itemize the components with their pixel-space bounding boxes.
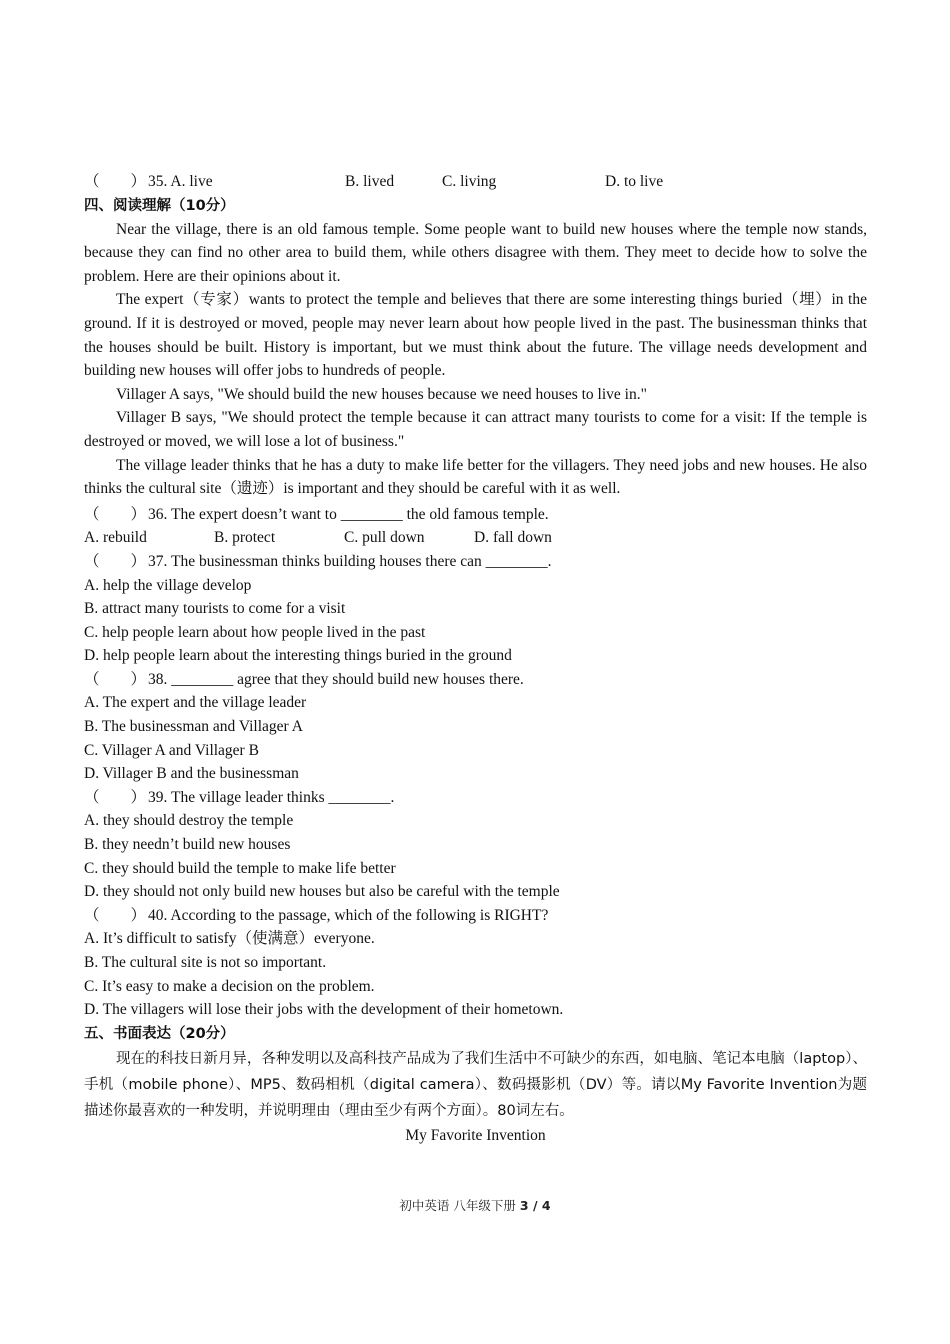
- footer-label: 初中英语 八年级下册: [399, 1198, 516, 1213]
- option-d: D. Villager B and the businessman: [84, 765, 299, 783]
- option-a: A. The expert and the village leader: [84, 694, 307, 712]
- section5-heading: 五、书面表达（20分）: [84, 1025, 235, 1042]
- question-40: [84, 904, 867, 928]
- answer-paren: （ ）: [84, 552, 147, 570]
- passage-paragraph-2: The expert（专家）wants to protect the temple and believes that there are some interesting things buried（埋）in the ground. If it is destroyed or moved, people may never learn about how people lived in the past. The businessman thinks that the houses should be built. History is important, but we must think about the future. The village needs development and building new houses will offer jobs to hundreds of people.: [84, 291, 867, 380]
- passage-paragraph-5: The village leader thinks that he has a duty to make life better for the villagers. They need jobs and new houses. He also thinks the cultural site（遗迹）is important and they should be careful with it as well.: [84, 456, 867, 498]
- q35-option-b: B. lived: [345, 173, 395, 190]
- option-c: C. Villager A and Villager B: [84, 741, 259, 759]
- option-b: B. The businessman and Villager A: [84, 718, 303, 736]
- q36-options: [84, 526, 867, 550]
- option-c: C. pull down: [344, 529, 425, 547]
- page-footer: [0, 1196, 950, 1214]
- question-stem: 36. The expert doesn’t want to ________ the old famous temple.: [148, 505, 549, 523]
- writing-prompt: 现在的科技日新月异，各种发明以及高科技产品成为了我们生活中不可缺少的东西，如电脑、笔记本电脑（laptop）、手机（mobile phone）、MP5、数码相机（digital camera）、数码摄影机（DV）等。请以My Favorite Invention为题描述你最喜欢的一种发明，并说明理由（理由至少有两个方面）。80词左右。: [84, 1050, 867, 1119]
- answer-paren: （ ）: [84, 788, 147, 806]
- option-c: C. It’s easy to make a decision on the problem.: [84, 977, 375, 995]
- question-35: [84, 170, 867, 194]
- passage-paragraph-1: Near the village, there is an old famous temple. Some people want to build new houses where the temple now stands, because they can find no other area to build them, while others disagree with them. They meet to decide how to solve the problem. Here are their opinions about it.: [84, 220, 867, 285]
- question-37: [84, 550, 867, 574]
- exam-page: [84, 170, 867, 1147]
- option-d: D. fall down: [474, 529, 552, 547]
- question-39: [84, 786, 867, 810]
- question-36: [84, 503, 867, 527]
- option-b: B. The cultural site is not so important.: [84, 954, 327, 971]
- answer-paren: （ ）: [84, 906, 147, 924]
- question-stem: 39. The village leader thinks ________.: [148, 788, 395, 806]
- question-stem: 40. According to the passage, which of the following is RIGHT?: [148, 906, 549, 924]
- option-d: D. The villagers will lose their jobs with the development of their hometown.: [84, 1001, 564, 1019]
- option-a: A. rebuild: [84, 529, 147, 547]
- essay-title: My Favorite Invention: [405, 1126, 546, 1144]
- section4-heading: 四、阅读理解（10分）: [84, 197, 235, 214]
- option-b: B. they needn’t build new houses: [84, 836, 291, 854]
- option-d: D. help people learn about the interesting things buried in the ground: [84, 647, 512, 665]
- option-c: C. help people learn about how people lived in the past: [84, 623, 426, 641]
- option-b: B. protect: [214, 529, 276, 547]
- answer-paren: （ ）: [84, 505, 147, 523]
- answer-paren: （ ）: [84, 173, 147, 190]
- option-a: A. It’s difficult to satisfy（使满意）everyone.: [84, 930, 375, 948]
- option-c: C. they should build the temple to make life better: [84, 859, 396, 877]
- page-number: 3 / 4: [519, 1198, 551, 1213]
- question-stem: 38. ________ agree that they should build new houses there.: [148, 670, 524, 688]
- option-a: A. help the village develop: [84, 576, 252, 594]
- question-38: [84, 668, 867, 692]
- passage-paragraph-3: Villager A says, "We should build the new houses because we need houses to live in.": [116, 385, 647, 403]
- q35-option-c: C. living: [442, 173, 497, 190]
- q35-option-d: D. to live: [605, 173, 664, 190]
- option-a: A. they should destroy the temple: [84, 812, 294, 830]
- passage-paragraph-4: Villager B says, "We should protect the temple because it can attract many tourists to come for a visit: If the temple is destroyed or moved, we will lose a lot of business.": [84, 409, 867, 450]
- answer-paren: （ ）: [84, 670, 147, 688]
- q35-option-a: 35. A. live: [148, 173, 213, 190]
- option-b: B. attract many tourists to come for a visit: [84, 600, 346, 618]
- question-stem: 37. The businessman thinks building houses there can ________.: [148, 552, 552, 570]
- option-d: D. they should not only build new houses but also be careful with the temple: [84, 883, 560, 901]
